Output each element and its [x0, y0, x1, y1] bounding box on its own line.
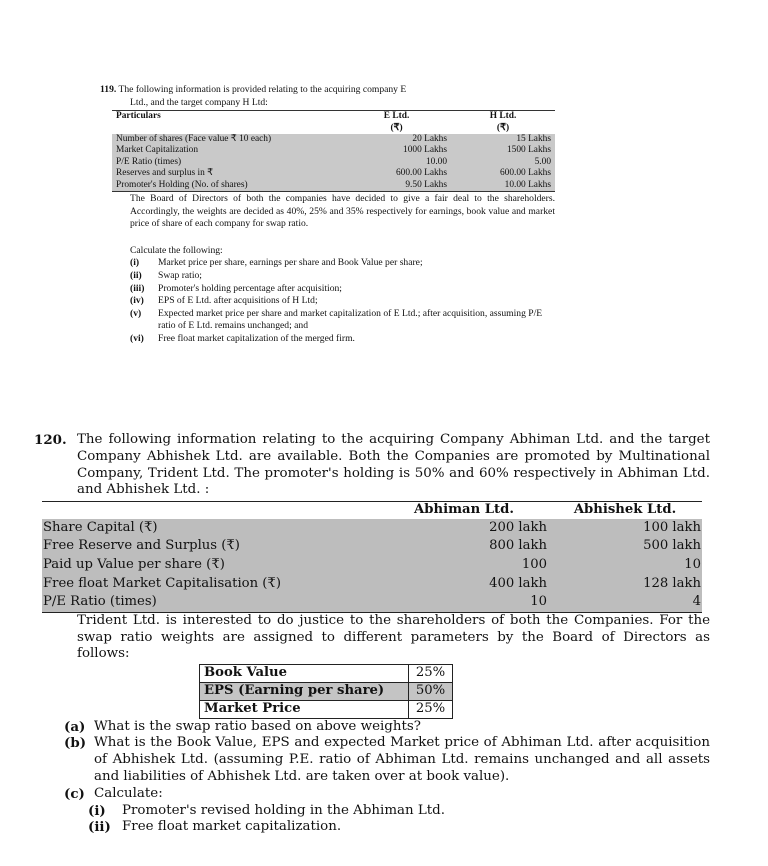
question-119 [100, 84, 555, 346]
table-cell: 400 lakh [380, 575, 548, 594]
question-text: What is the Book Value, EPS and expected Market price of Abhiman Ltd. after acquisition of Abhishek Ltd. (assuming P.E. ratio of Abhiman Ltd. remains unchanged and all assets and liabilities of Abhishek Ltd. are taken over at book value). [94, 735, 710, 784]
table-row [42, 556, 702, 575]
q119-table [112, 110, 555, 192]
weight-param: EPS (Earning per share) [200, 682, 409, 700]
table-cell: Reserves and surplus in ₹ [112, 168, 342, 179]
table-row [42, 537, 702, 556]
weight-value: 50% [409, 682, 453, 700]
table-cell: 500 lakh [548, 537, 702, 556]
table-cell: 15 Lakhs [451, 134, 555, 145]
q119-unit-h: (₹) [496, 122, 510, 133]
item-text: Promoter's holding percentage after acquisition; [158, 282, 342, 294]
q120-intro-row [34, 432, 710, 499]
table-row [42, 519, 702, 538]
table-cell: Market Capitalization [112, 145, 342, 156]
q119-header-particulars: Particulars [112, 111, 342, 123]
q120-number: 120. [34, 432, 67, 448]
table-cell: Number of shares (Face value ₹ 10 each) [112, 134, 342, 145]
weight-param: Book Value [200, 665, 409, 683]
q119-calc-intro: Calculate the following: [130, 244, 223, 256]
table-row [112, 157, 555, 168]
weight-param: Market Price [200, 700, 409, 718]
question-text: What is the swap ratio based on above weights? [94, 718, 421, 734]
q120-question-a [64, 719, 710, 736]
q120-sub-item-ii [88, 819, 710, 836]
table-cell: 20 Lakhs [342, 134, 451, 145]
q119-header-h-ltd: H Ltd. [451, 111, 555, 123]
q119-unit-e: (₹) [390, 122, 403, 133]
q120-header-abhiman: Abhiman Ltd. [380, 502, 548, 519]
sub-item-text: Promoter's revised holding in the Abhiman Ltd. [122, 802, 445, 818]
q120-header-blank [42, 502, 380, 519]
question-label: (c) [64, 785, 85, 802]
table-cell: 600.00 Lakhs [342, 168, 451, 179]
q120-table [42, 501, 702, 613]
table-cell: P/E Ratio (times) [112, 157, 342, 168]
table-cell: 10.00 Lakhs [451, 180, 555, 192]
table-cell: P/E Ratio (times) [42, 593, 380, 612]
item-label: (v) [130, 307, 142, 319]
q120-header-abhishek: Abhishek Ltd. [548, 502, 702, 519]
table-cell: Promoter's Holding (No. of shares) [112, 180, 342, 192]
list-item [130, 257, 555, 270]
table-row [42, 575, 702, 594]
list-item [130, 270, 555, 283]
table-row [112, 145, 555, 156]
q119-header-e-ltd: E Ltd. [342, 111, 451, 123]
table-cell: 200 lakh [380, 519, 548, 538]
table-row [200, 700, 453, 718]
table-cell: 600.00 Lakhs [451, 168, 555, 179]
table-cell: 1500 Lakhs [451, 145, 555, 156]
question-120 [34, 432, 710, 836]
sub-item-text: Free float market capitalization. [122, 819, 342, 835]
list-item [130, 283, 555, 296]
list-item [130, 333, 555, 346]
item-label: (vi) [130, 332, 144, 344]
table-row [112, 168, 555, 179]
item-text: EPS of E Ltd. after acquisitions of H Ltd; [158, 295, 318, 307]
q119-unit-blank [112, 123, 342, 134]
table-cell: 9.50 Lakhs [342, 180, 451, 192]
table-cell: Paid up Value per share (₹) [42, 556, 380, 575]
table-cell: 10 [548, 556, 702, 575]
item-text: Swap ratio; [158, 270, 202, 281]
table-cell: 100 lakh [548, 519, 702, 538]
table-cell: 800 lakh [380, 537, 548, 556]
q119-intro-text: The following information is provided relating to the acquiring company E [118, 84, 407, 95]
table-cell: Free float Market Capitalisation (₹) [42, 575, 380, 594]
table-row [112, 180, 555, 192]
item-text: Free float market capitalization of the merged firm. [158, 332, 355, 344]
question-text: Calculate: [94, 785, 163, 801]
q119-intro-line1 [100, 84, 555, 97]
item-label: (iii) [130, 282, 145, 294]
question-label: (b) [64, 735, 87, 752]
q119-number: 119. [100, 84, 117, 95]
list-item [130, 295, 555, 308]
table-row [112, 134, 555, 145]
table-cell: 128 lakh [548, 575, 702, 594]
item-label: (i) [130, 257, 140, 269]
item-label: (ii) [130, 270, 142, 281]
item-label: (iv) [130, 295, 144, 307]
table-row [42, 593, 702, 612]
q120-intro: The following information relating to the acquiring Company Abhiman Ltd. and the target Company Abhishek Ltd. are available. Both the Companies are promoted by Multinational Company, Trident Ltd. The promoter's holding is 50% and 60% respectively in Abhiman Ltd. and Abhishek Ltd. : [77, 432, 710, 498]
sub-item-label: (ii) [88, 819, 111, 836]
q119-calc-block [100, 245, 555, 346]
table-cell: 4 [548, 593, 702, 612]
table-cell: 5.00 [451, 157, 555, 168]
table-cell: Free Reserve and Surplus (₹) [42, 537, 380, 556]
table-cell: 10.00 [342, 157, 451, 168]
q120-sub-item-i [88, 803, 710, 820]
table-row [200, 682, 453, 700]
list-item [130, 308, 555, 333]
table-cell: Share Capital (₹) [42, 519, 380, 538]
q119-item-list [130, 257, 555, 345]
table-cell: 10 [380, 593, 548, 612]
q120-weights-table [199, 664, 453, 718]
table-row [200, 665, 453, 683]
weight-value: 25% [409, 665, 453, 683]
q119-intro-line2: Ltd., and the target company H Ltd: [130, 96, 268, 108]
item-text: Expected market price per share and market capitalization of E Ltd.; after acquisition, assuming P/E ratio of E Ltd. remains unchanged; and [158, 307, 543, 332]
q120-paragraph: Trident Ltd. is interested to do justice to the shareholders of both the Companies. For the swap ratio weights are assigned to different parameters by the Board of Directors as follows: [77, 612, 710, 662]
weight-value: 25% [409, 700, 453, 718]
table-cell: 1000 Lakhs [342, 145, 451, 156]
sub-item-label: (i) [88, 802, 106, 819]
item-text: Market price per share, earnings per share and Book Value per share; [158, 257, 423, 269]
table-cell: 100 [380, 556, 548, 575]
q119-paragraph: The Board of Directors of both the companies have decided to give a fair deal to the shareholders. Accordingly, the weights are decided as 40%, 25% and 35% respectively for earnings, book value and market price of share of each company for swap ratio. [130, 193, 555, 230]
q120-question-b [64, 735, 710, 785]
question-label: (a) [64, 718, 86, 735]
q120-question-c [64, 786, 710, 803]
